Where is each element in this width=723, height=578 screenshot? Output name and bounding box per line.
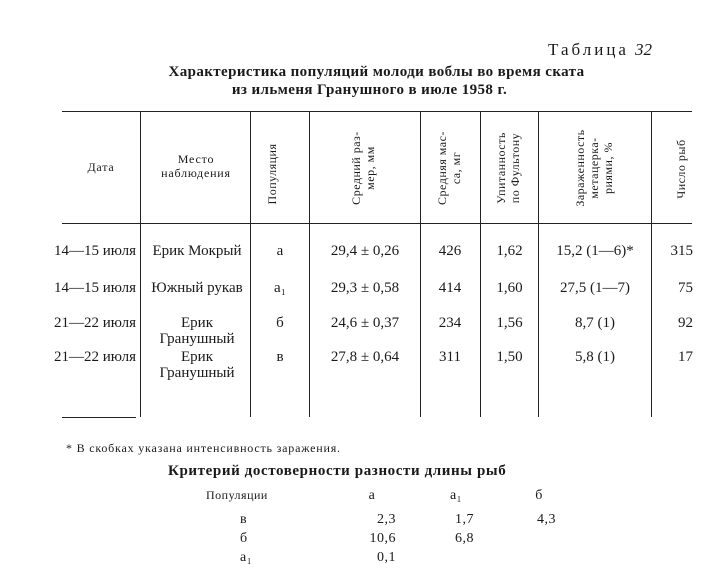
criteria-row-label: а₁ — [240, 550, 253, 565]
cell-place: Южный рукав — [151, 280, 243, 296]
cell-fish-count: 17 — [678, 349, 693, 365]
header-population: Популяция — [265, 143, 279, 205]
column-divider — [309, 111, 310, 417]
cell-infestation: 15,2 (1—6)* — [556, 243, 634, 259]
criteria-column-header: б — [535, 488, 543, 503]
cell-mean-size: 27,8 ± 0,64 — [330, 349, 400, 365]
table-label — [548, 40, 652, 60]
table-title-line2: из ильменя Гранушного в июле 1958 г. — [231, 82, 508, 98]
header-infestation: Зараженность метацерка- риями, % — [573, 129, 615, 207]
cell-population: б — [276, 315, 284, 331]
header-mean-size: Средний раз- мер, мм — [349, 131, 377, 205]
criteria-column-header: а₁ — [449, 488, 463, 503]
cell-fatness: 1,56 — [496, 315, 523, 331]
column-divider — [420, 111, 421, 417]
header-fatness: Упитанность по Фультону — [494, 132, 522, 204]
criteria-value: 6,8 — [455, 531, 474, 546]
cell-fish-count: 75 — [678, 280, 693, 296]
table-title-line1: Характеристика популяций молоди воблы во время ската — [168, 64, 585, 80]
cell-date: 21—22 июля — [54, 315, 136, 331]
cell-date: 14—15 июля — [54, 280, 136, 296]
criteria-column-header: а — [368, 488, 376, 503]
header-date: Дата — [87, 160, 115, 174]
cell-place: Ерик Гранушный — [159, 315, 235, 347]
criteria-corner-label: Популяции — [206, 488, 268, 502]
cell-mean-mass: 234 — [438, 315, 462, 331]
cell-population: в — [276, 349, 284, 365]
cell-mean-mass: 426 — [438, 243, 462, 259]
table-bottom-rule — [62, 417, 136, 418]
criteria-value: 4,3 — [537, 512, 556, 527]
footnote: * В скобках указана интенсивность заражения. — [66, 441, 341, 455]
criteria-value: 2,3 — [377, 512, 396, 527]
cell-population: а — [276, 243, 284, 259]
cell-infestation: 8,7 (1) — [575, 315, 615, 331]
cell-infestation: 27,5 (1—7) — [560, 280, 630, 296]
cell-place: Ерик Мокрый — [152, 243, 242, 259]
cell-mean-size: 24,6 ± 0,37 — [330, 315, 400, 331]
cell-fatness: 1,62 — [496, 243, 523, 259]
cell-fatness: 1,50 — [496, 349, 523, 365]
column-divider — [651, 111, 652, 417]
cell-date: 21—22 июля — [54, 349, 136, 365]
cell-place: Ерик Гранушный — [159, 349, 235, 381]
column-divider — [538, 111, 539, 417]
column-divider — [140, 111, 141, 417]
criteria-row-label: б — [240, 531, 248, 546]
table-number: 32 — [634, 40, 652, 59]
criteria-value: 0,1 — [377, 550, 396, 565]
column-divider — [480, 111, 481, 417]
cell-mean-mass: 311 — [439, 349, 461, 365]
criteria-value: 1,7 — [455, 512, 474, 527]
cell-population: а₁ — [274, 280, 286, 296]
table-label-word: Таблица — [548, 40, 629, 59]
cell-date: 14—15 июля — [54, 243, 136, 259]
header-mean-mass: Средняя мас- са, мг — [435, 131, 463, 205]
criteria-value: 10,6 — [369, 531, 396, 546]
cell-fish-count: 315 — [670, 243, 693, 259]
header-place: Место наблюдения — [161, 152, 231, 180]
header-bottom-rule — [62, 223, 692, 224]
table-top-rule — [62, 111, 692, 112]
criteria-row-label: в — [240, 512, 248, 527]
cell-fish-count: 92 — [678, 315, 693, 331]
cell-infestation: 5,8 (1) — [575, 349, 615, 365]
cell-mean-mass: 414 — [438, 280, 462, 296]
criteria-title: Критерий достоверности разности длины рыб — [168, 463, 507, 479]
cell-mean-size: 29,3 ± 0,58 — [330, 280, 400, 296]
cell-mean-size: 29,4 ± 0,26 — [330, 243, 400, 259]
cell-fatness: 1,60 — [496, 280, 523, 296]
header-fish-count: Число рыб — [674, 139, 688, 199]
